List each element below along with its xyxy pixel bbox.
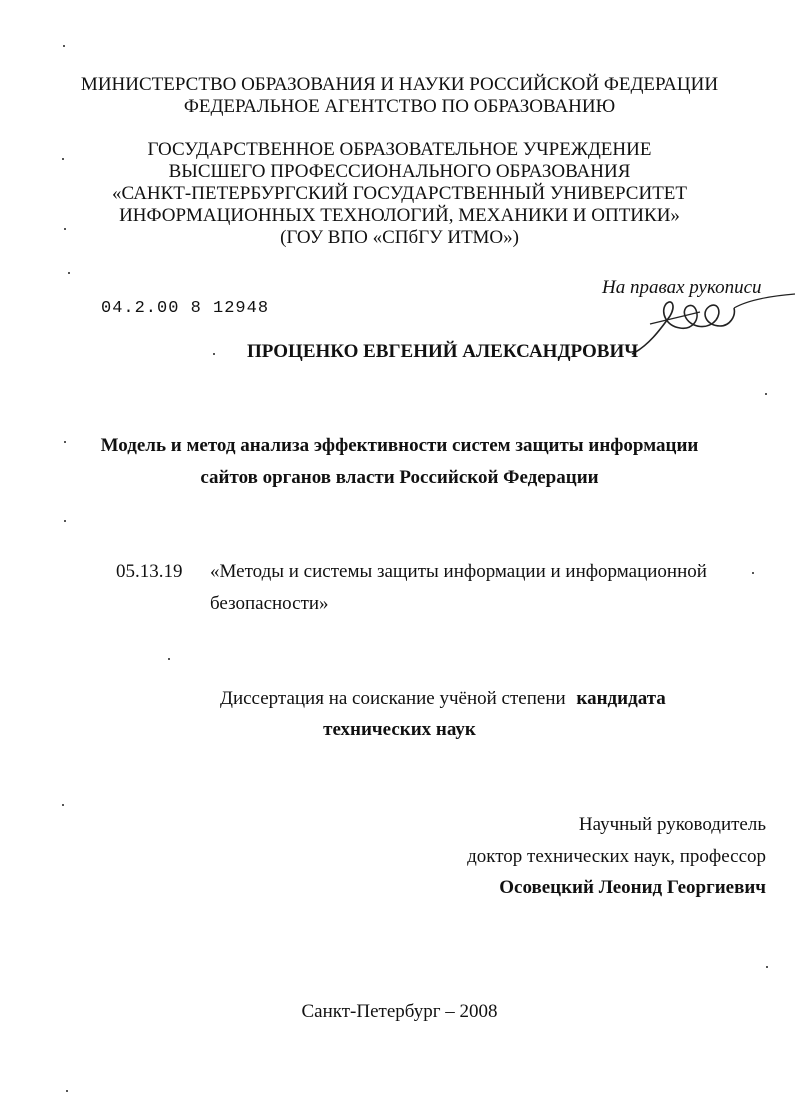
ministry-heading: МИНИСТЕРСТВО ОБРАЗОВАНИЯ И НАУКИ РОССИЙСКОЙ ФЕДЕРАЦИИ [80, 74, 719, 95]
scan-speck [766, 966, 768, 968]
title-line-1: Модель и метод анализа эффективности систем защиты информации [100, 435, 699, 456]
scan-speck [64, 520, 66, 522]
specialty-name-line-1: «Методы и системы защиты информации и информационной [210, 561, 707, 582]
scan-speck [62, 158, 64, 160]
degree-prefix: Диссертация на соискание учёной степени [220, 688, 566, 709]
specialty-name-line-2: безопасности» [210, 593, 329, 614]
supervisor-role: Научный руководитель [578, 814, 766, 835]
scan-speck [68, 272, 70, 274]
institution-line-1: ГОСУДАРСТВЕННОЕ ОБРАЗОВАТЕЛЬНОЕ УЧРЕЖДЕНИЕ [147, 139, 652, 160]
scan-speck [63, 45, 65, 47]
title-line-2: сайтов органов власти Российской Федерации [200, 467, 599, 488]
scan-speck [213, 353, 215, 355]
degree-statement [220, 687, 666, 711]
specialty-code: 05.13.19 [116, 561, 183, 582]
institution-line-4: ИНФОРМАЦИОННЫХ ТЕХНОЛОГИЙ, МЕХАНИКИ И ОПТИКИ» [119, 205, 680, 226]
library-stamp-number: 04.2.00 8 12948 [101, 299, 270, 318]
scan-speck [64, 441, 66, 443]
supervisor-credentials: доктор технических наук, профессор [467, 846, 766, 867]
agency-heading: ФЕДЕРАЛЬНОЕ АГЕНТСТВО ПО ОБРАЗОВАНИЮ [183, 96, 616, 117]
scan-speck [62, 804, 64, 806]
institution-line-3: «САНКТ-ПЕТЕРБУРГСКИЙ ГОСУДАРСТВЕННЫЙ УНИВЕРСИТЕТ [111, 183, 688, 204]
scan-speck [752, 572, 754, 574]
author-name: ПРОЦЕНКО ЕВГЕНИЙ АЛЕКСАНДРОВИЧ [247, 341, 639, 362]
institution-line-2: ВЫСШЕГО ПРОФЕССИОНАЛЬНОГО ОБРАЗОВАНИЯ [168, 161, 631, 182]
scan-speck [64, 228, 66, 230]
degree-word: кандидата [576, 688, 666, 709]
scan-speck [66, 1090, 68, 1092]
scan-speck [168, 658, 170, 660]
institution-abbreviation: (ГОУ ВПО «СПбГУ ИТМО») [280, 227, 519, 248]
city-year: Санкт-Петербург – 2008 [301, 1001, 498, 1022]
rights-note: На правах рукописи [602, 277, 762, 298]
supervisor-name: Осовецкий Леонид Георгиевич [499, 877, 766, 898]
signature [630, 286, 795, 358]
scan-speck [765, 393, 767, 395]
degree-field: технических наук [323, 719, 476, 740]
